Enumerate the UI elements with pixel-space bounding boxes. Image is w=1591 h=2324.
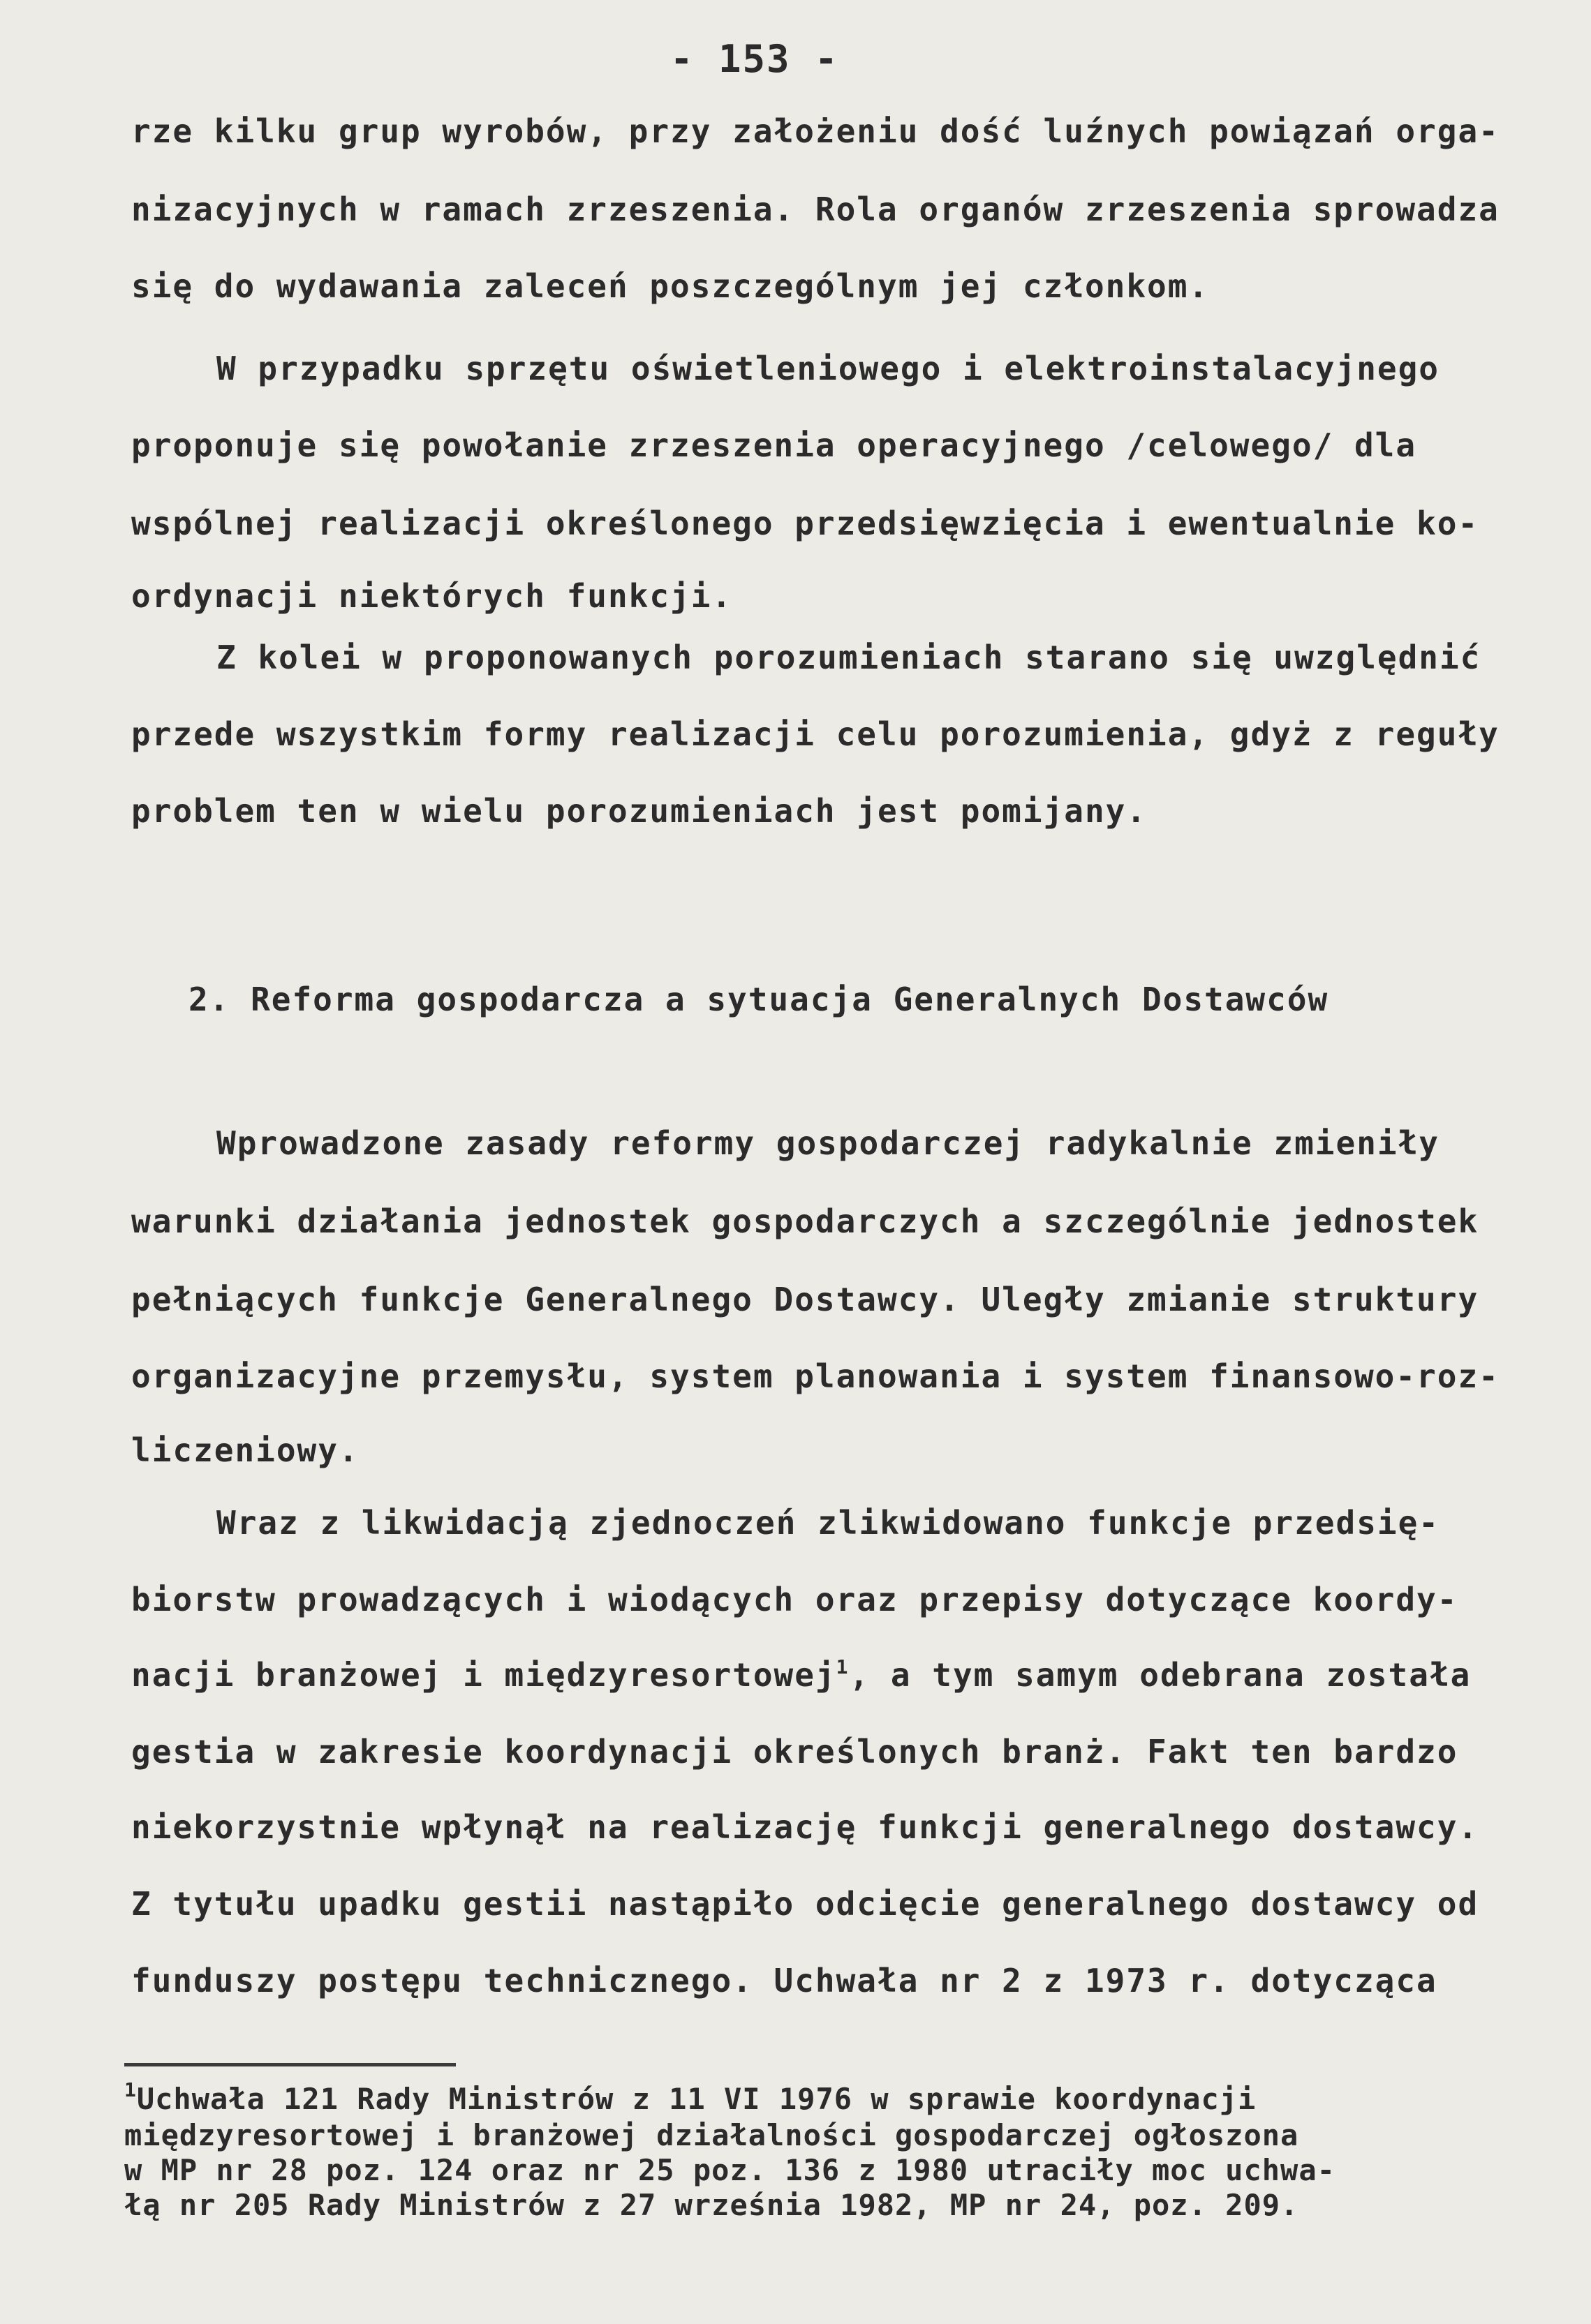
footnote-line: w MP nr 28 poz. 124 oraz nr 25 poz. 136 z 1980 utraciły moc uchwa- <box>124 2153 1335 2187</box>
text-line <box>131 1655 1471 1694</box>
text-segment: nacji branżowej i międzyresortowej <box>131 1656 836 1694</box>
text-line: organizacyjne przemysłu, system planowania i system finansowo-roz- <box>131 1357 1500 1395</box>
text-line: W przypadku sprzętu oświetleniowego i elektroinstalacyjnego <box>216 350 1440 387</box>
text-line: ordynacji niektórych funkcji. <box>131 577 733 615</box>
text-line: biorstw prowadzących i wiodących oraz przepisy dotyczące koordy- <box>131 1581 1458 1618</box>
text-line: proponuje się powołanie zrzeszenia operacyjnego /celowego/ dla <box>131 426 1417 464</box>
text-line: Z tytułu upadku gestii nastąpiło odcięcie generalnego dostawcy od <box>131 1885 1479 1923</box>
footnote-line: międzyresortowej i branżowej działalności gospodarczej ogłoszona <box>124 2118 1299 2152</box>
text-line: problem ten w wielu porozumieniach jest pomijany. <box>131 792 1148 830</box>
footnote-separator <box>124 2063 456 2066</box>
text-line: warunki działania jednostek gospodarczych a szczególnie jednostek <box>131 1202 1479 1240</box>
text-line: Wprowadzone zasady reformy gospodarczej radykalnie zmieniły <box>216 1124 1440 1162</box>
section-heading: 2. Reforma gospodarcza a sytuacja Generalnych Dostawców <box>188 981 1329 1018</box>
footnote-reference: 1 <box>836 1655 850 1678</box>
text-line: pełniących funkcje Generalnego Dostawcy. Uległy zmianie struktury <box>131 1281 1479 1318</box>
text-line: gestia w zakresie koordynacji określonych branż. Fakt ten bardzo <box>131 1733 1458 1771</box>
text-line: się do wydawania zaleceń poszczególnym jej członkom. <box>131 267 1210 305</box>
text-line: funduszy postępu technicznego. Uchwała nr 2 z 1973 r. dotycząca <box>131 1962 1437 1999</box>
text-line: niekorzystnie wpłynął na realizację funkcji generalnego dostawcy. <box>131 1808 1479 1846</box>
footnote-line <box>124 2078 1257 2116</box>
text-line: przede wszystkim formy realizacji celu porozumienia, gdyż z reguły <box>131 715 1500 753</box>
text-line: nizacyjnych w ramach zrzeszenia. Rola organów zrzeszenia sprowadza <box>131 191 1500 228</box>
text-line: Wraz z likwidacją zjednoczeń zlikwidowano funkcje przedsię- <box>216 1504 1440 1542</box>
text-line: rze kilku grup wyrobów, przy założeniu dość luźnych powiązań orga- <box>131 112 1500 150</box>
page-number: - 153 - <box>670 37 839 81</box>
text-segment: , a tym samym odebrana została <box>849 1656 1472 1694</box>
text-line: wspólnej realizacji określonego przedsięwzięcia i ewentualnie ko- <box>131 505 1479 542</box>
text-segment: Uchwała 121 Rady Ministrów z 11 VI 1976 w sprawie koordynacji <box>136 2082 1257 2116</box>
footnote-marker: 1 <box>124 2078 137 2101</box>
text-line: Z kolei w proponowanych porozumieniach starano się uwzględnić <box>216 639 1481 676</box>
footnote-line: łą nr 205 Rady Ministrów z 27 września 1982, MP nr 24, poz. 209. <box>124 2188 1299 2222</box>
text-line: liczeniowy. <box>131 1431 360 1469</box>
